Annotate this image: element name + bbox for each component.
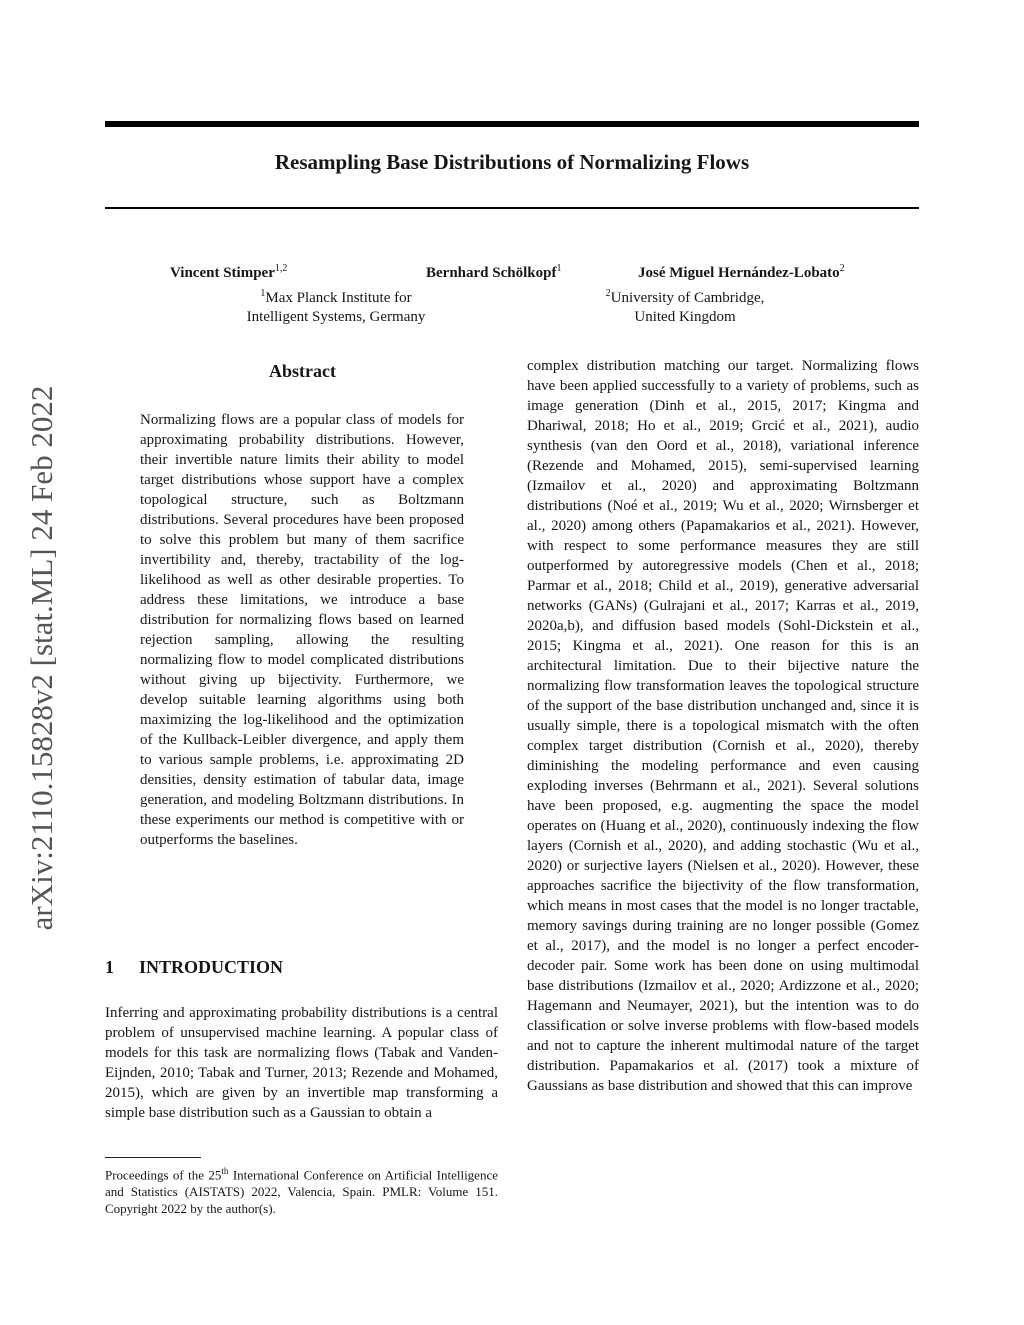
author-sup: 2 xyxy=(839,263,845,274)
affiliation-sup: 1 xyxy=(260,288,266,299)
section-title: INTRODUCTION xyxy=(139,957,284,977)
author-3 xyxy=(638,263,845,282)
affiliation-line: University of Cambridge, xyxy=(610,290,765,306)
footnote-text-pre: Proceedings of the 25 xyxy=(105,1167,222,1183)
affiliation-2 xyxy=(545,284,825,327)
author-block xyxy=(0,263,1024,323)
affiliation-line: Intelligent Systems, Germany xyxy=(246,309,426,325)
footnote-text-post: International Conference on Artificial Intelligence and Statistics (AISTATS) 2022, Valencia, Spain. PMLR: Volume 151. Copyright 2022 by the author(s). xyxy=(105,1167,498,1217)
affiliation-sup: 2 xyxy=(605,288,611,299)
author-name: Vincent Stimper xyxy=(170,265,275,281)
affiliation-line: Max Planck Institute for xyxy=(265,290,412,306)
introduction-text-left: Inferring and approximating probability distributions is a central problem of unsupervised machine learning. A popular class of models for this task are normalizing flows (Tabak and Vanden-Eijnden, 2010; Tabak and Turner, 2013; Rezende and Mohamed, 2015), which are given by an invertible map transforming a simple base distribution such as a Gaussian to obtain a xyxy=(105,1005,498,1121)
author-sup: 1,2 xyxy=(274,263,288,274)
paper-title: Resampling Base Distributions of Normalizing Flows xyxy=(274,150,750,174)
abstract-text: Normalizing flows are a popular class of models for approximating probability distributions. However, their invertible nature limits their ability to model target distributions whose support have a complex topological structure, such as Boltzmann distributions. Several procedures have been proposed to solve this problem but many of them sacrifice invertibility and, thereby, tractability of the log-likelihood as well as other desirable properties. To address these limitations, we introduce a base distribution for normalizing flows based on learned rejection sampling, allowing the resulting normalizing flow to model complicated distributions without giving up bijectivity. Furthermore, we develop suitable learning algorithms using both maximizing the log-likelihood and the optimization of the Kullback-Leibler divergence, and apply them to various sample problems, i.e. approximating 2D densities, density estimation of tabular data, image generation, and modeling Boltzmann distributions. In these experiments our method is competitive with or outperforms the baselines. xyxy=(140,412,464,848)
author-name: José Miguel Hernández-Lobato xyxy=(638,265,840,281)
title-top-rule xyxy=(105,121,919,127)
section-number: 1 xyxy=(105,957,114,977)
abstract-heading: Abstract xyxy=(269,361,336,381)
affiliation-1 xyxy=(196,284,476,327)
arxiv-identifier[interactable]: arXiv:2110.15828v2 [stat.ML] 24 Feb 2022 xyxy=(24,385,59,931)
author-2 xyxy=(426,263,561,282)
author-sup: 1 xyxy=(556,263,562,274)
affiliation-line: United Kingdom xyxy=(634,309,736,325)
section-heading-introduction xyxy=(105,957,283,978)
introduction-text-right: complex distribution matching our target. Normalizing flows have been applied successfully to a variety of problems, such as image generation (Dinh et al., 2015, 2017; Kingma and Dhariwal, 2018; Ho et al., 2019; Grcić et al., 2021), audio synthesis (van den Oord et al., 2018), variational inference (Rezende and Mohamed, 2015), semi-supervised learning (Izmailov et al., 2020) and approximating Boltzmann distributions (Noé et al., 2019; Wu et al., 2020; Wirnsberger et al., 2020) among others (Papamakarios et al., 2021). However, with respect to some performance measures they are still outperformed by autoregressive models (Chen et al., 2018; Parmar et al., 2018; Child et al., 2019), generative adversarial networks (GANs) (Gulrajani et al., 2017; Karras et al., 2019, 2020a,b), and diffusion based models (Sohl-Dickstein et al., 2015; Kingma et al., 2021). One reason for this is an architectural limitation. Due to their bijective nature the normalizing flow transformation leaves the topological structure of the support of the base distribution unchanged and, since it is usually simple, there is a topological mismatch with the often complex target distribution (Cornish et al., 2020), thereby diminishing the modeling performance and even causing exploding inverses (Behrmann et al., 2021). Several solutions have been proposed, e.g. augmenting the space the model operates on (Huang et al., 2020), continuously indexing the flow layers (Cornish et al., 2020), and adding stochastic (Wu et al., 2020) or surjective layers (Nielsen et al., 2020). However, these approaches sacrifice the bijectivity of the flow transformation, which means in most cases that the model is no longer tractable, memory savings during training are no longer possible (Gomez et al., 2017), and the model is no longer a perfect encoder-decoder pair. Some work has been done on using multimodal base distributions (Izmailov et al., 2020; Ardizzone et al., 2020; Hagemann and Neumayer, 2021), but the intention was to do classification or solve inverse problems with flow-based models and not to capture the inherent multimodal nature of the target distribution. Papamakarios et al. (2017) took a mixture of Gaussians as base distribution and showed that this can improve xyxy=(527,358,919,1094)
author-1 xyxy=(170,263,287,282)
title-bottom-rule xyxy=(105,207,919,209)
footnote-rule xyxy=(105,1157,201,1158)
author-name: Bernhard Schölkopf xyxy=(426,265,557,281)
footnote-sup: th xyxy=(221,1166,229,1176)
footnote xyxy=(105,1163,498,1217)
